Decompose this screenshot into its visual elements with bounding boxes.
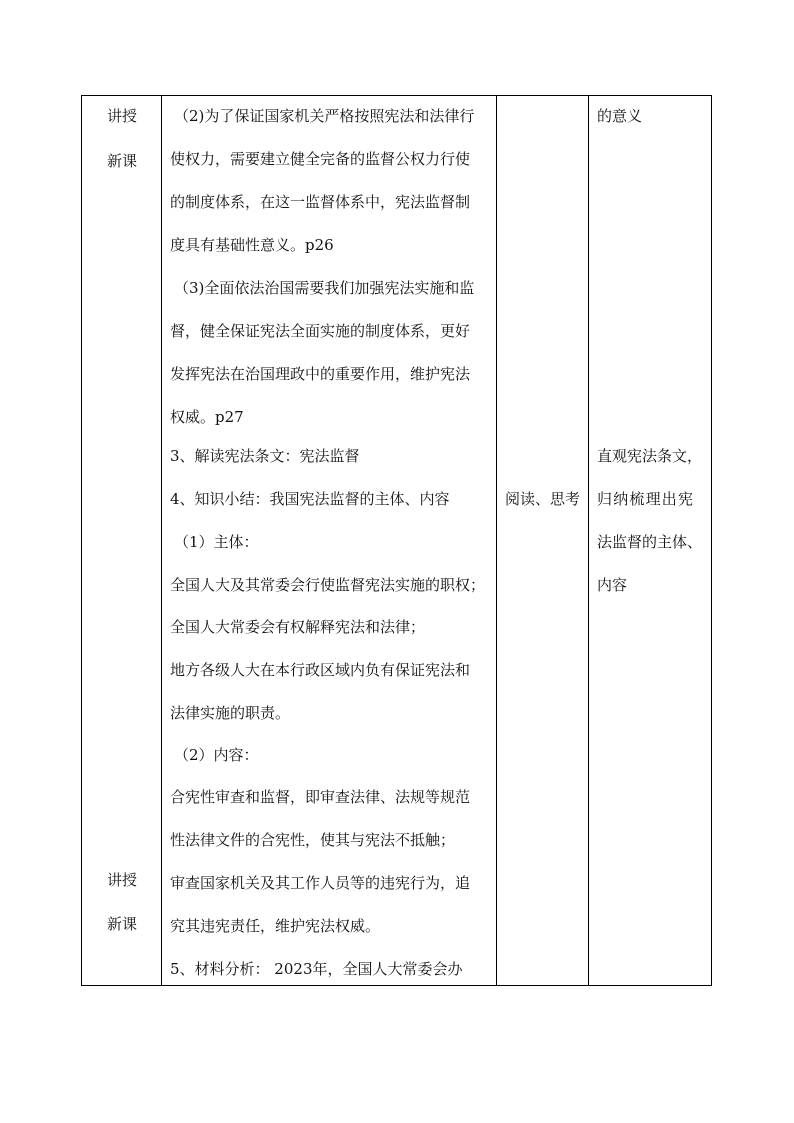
content-line: 审查国家机关及其工作人员等的违宪行为，追 [170,874,471,892]
content-line: 究其违宪责任，维护宪法权威。 [170,917,381,935]
content-line: （2）内容： [174,746,259,764]
section-label: 讲授 [107,107,138,125]
content-line: 发挥宪法在治国理政中的重要作用，维护宪法 [170,365,471,383]
content-line: 法律实施的职责。 [170,704,291,722]
purpose-line: 直观宪法条文， [597,447,703,465]
purpose-column [589,96,711,985]
content-line: 5、材料分析： 2023年，全国人大常委会办 [170,960,463,978]
section-label: 新课 [107,915,138,933]
content-line: （2)为了保证国家机关严格按照宪法和法律行 [174,107,475,125]
content-line: 督，健全保证宪法全面实施的制度体系，更好 [170,322,471,340]
content-line: 性法律文件的合宪性，使其与宪法不抵触； [170,831,456,849]
content-line: （1）主体： [174,533,259,551]
section-column [82,96,162,985]
lesson-plan-table [81,95,712,986]
content-line: 地方各级人大在本行政区域内负有保证宪法和 [170,661,471,679]
content-column [162,96,497,985]
content-line: 使权力，需要建立健全完备的监督公权力行使 [170,150,471,168]
content-line: 全国人大常委会有权解释宪法和法律； [170,618,426,636]
purpose-line: 内容 [597,576,628,594]
content-line: （3)全面依法治国需要我们加强宪法实施和监 [174,279,475,297]
content-line: 合宪性审查和监督，即审查法律、法规等规范 [170,788,471,806]
section-label: 新课 [107,152,138,170]
purpose-text: 的意义 [597,107,643,125]
content-line: 权威。p27 [170,408,244,426]
content-line: 3、解读宪法条文：宪法监督 [170,447,360,465]
purpose-line: 归纳梳理出宪 [597,490,695,508]
activity-text: 阅读、思考 [505,490,581,508]
content-line: 4、知识小结：我国宪法监督的主体、内容 [170,490,450,508]
activity-column [497,96,589,985]
content-line: 度具有基础性意义。p26 [170,236,334,254]
purpose-line: 法监督的主体、 [597,533,703,551]
content-line: 的制度体系，在这一监督体系中，宪法监督制 [170,193,471,211]
section-label: 讲授 [107,871,138,889]
content-line: 全国人大及其常委会行使监督宪法实施的职权； [170,576,486,594]
